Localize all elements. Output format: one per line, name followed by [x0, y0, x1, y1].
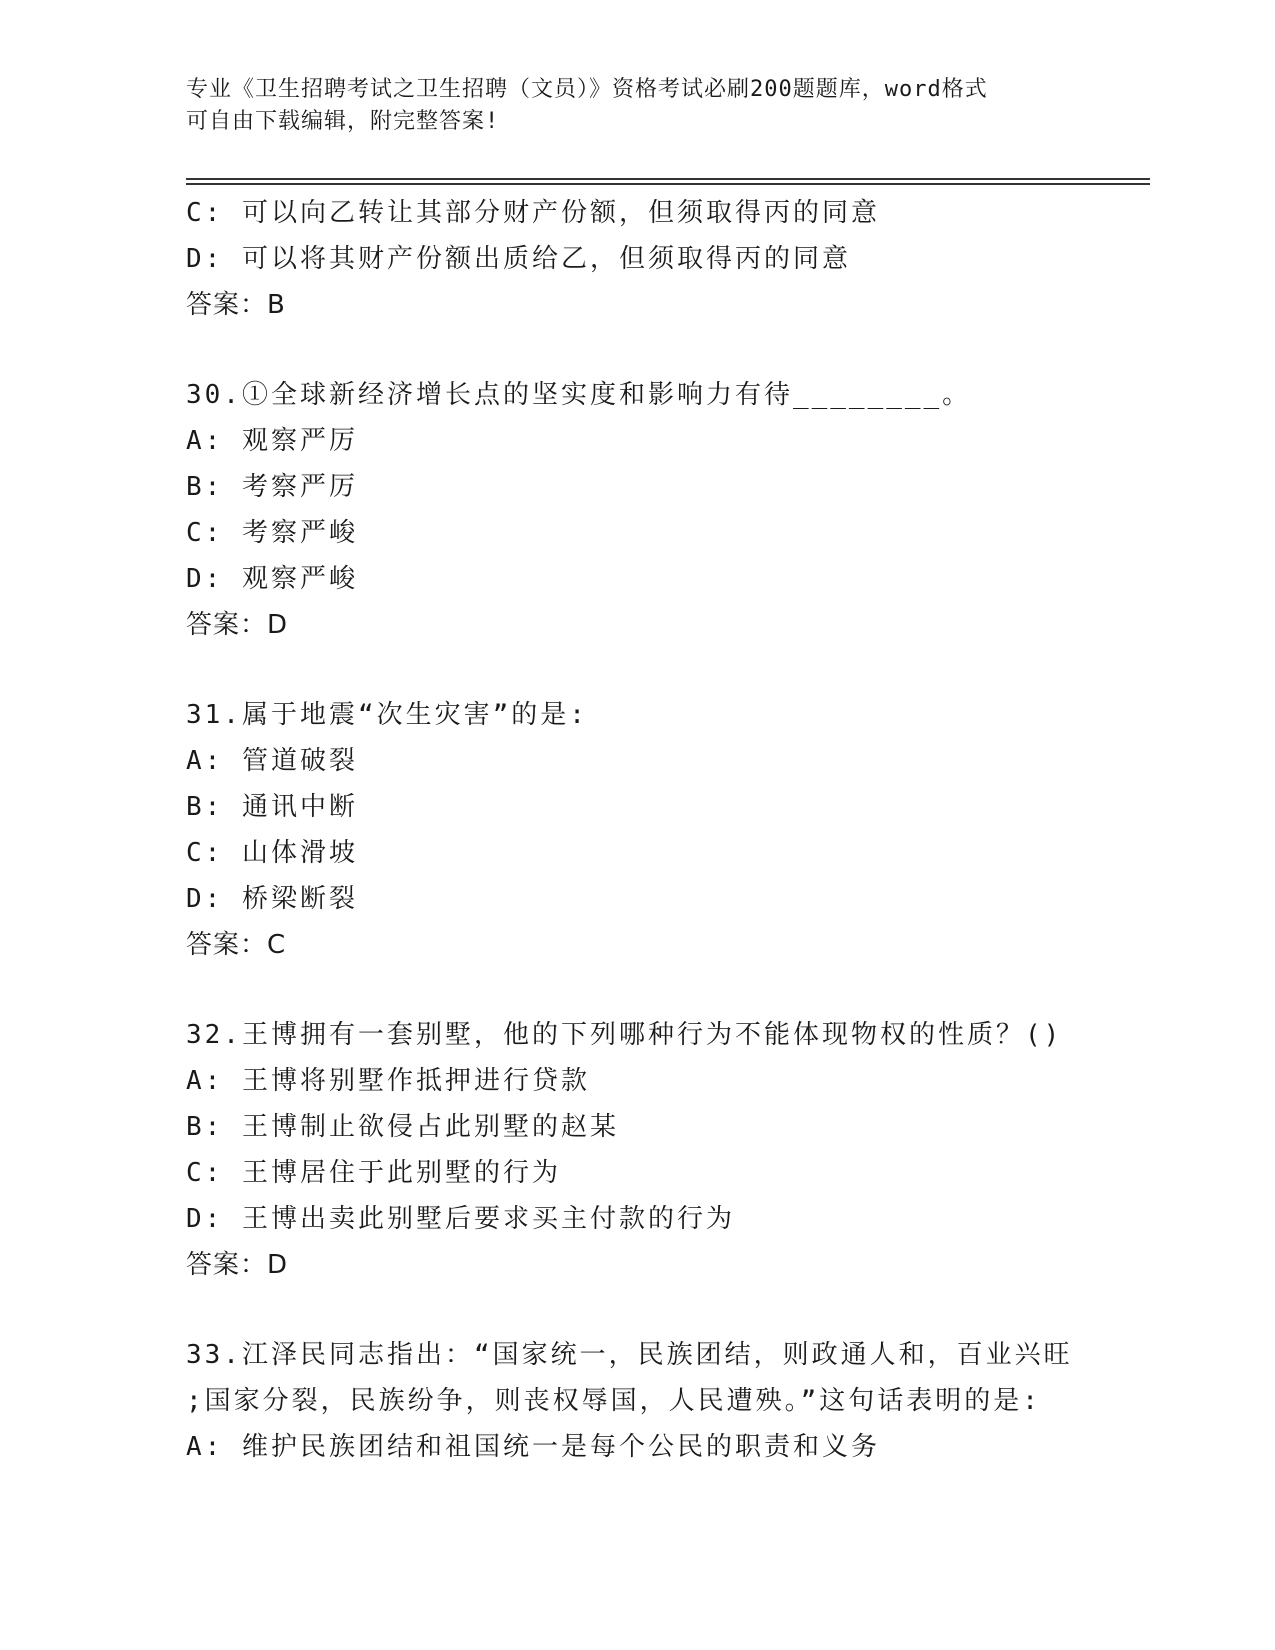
answer-line: 答案：D: [186, 1250, 289, 1280]
question-33: [186, 1332, 1150, 1470]
header-line-2: 可自由下载编辑，附完整答案!: [186, 109, 500, 134]
document-header: [186, 74, 1086, 138]
answer-line: 答案：B: [186, 290, 286, 320]
header-rule-top: [186, 178, 1150, 180]
option-d: D: 桥梁断裂: [186, 884, 358, 914]
header-rule-bottom: [186, 183, 1150, 185]
question-30: [186, 372, 1150, 648]
option-c: C: 山体滑坡: [186, 838, 358, 868]
question-stem: 31.属于地震“次生灾害”的是:: [186, 700, 588, 730]
answer-line: 答案：D: [186, 610, 289, 640]
option-c: C: 考察严峻: [186, 518, 358, 548]
question-stem-line-1: 33.江泽民同志指出：“国家统一，民族团结，则政通人和，百业兴旺: [186, 1340, 1073, 1370]
option-d: D: 观察严峻: [186, 564, 358, 594]
option-c: C: 可以向乙转让其部分财产份额，但须取得丙的同意: [186, 198, 880, 228]
question-29-tail: [186, 190, 1150, 328]
option-b: B: 考察严厉: [186, 472, 358, 502]
question-stem: 30.①全球新经济增长点的坚实度和影响力有待________。: [186, 380, 972, 410]
answer-line: 答案：C: [186, 930, 287, 960]
option-a: A: 维护民族团结和祖国统一是每个公民的职责和义务: [186, 1432, 880, 1462]
option-a: A: 王博将别墅作抵押进行贷款: [186, 1066, 590, 1096]
question-stem-line-2: ;国家分裂，民族纷争，则丧权辱国，人民遭殃。”这句话表明的是:: [186, 1386, 1041, 1416]
header-line-1: 专业《卫生招聘考试之卫生招聘（文员）》资格考试必刷200题题库，word格式: [186, 77, 988, 102]
option-d: D: 王博出卖此别墅后要求买主付款的行为: [186, 1204, 735, 1234]
option-a: A: 观察严厉: [186, 426, 358, 456]
option-a: A: 管道破裂: [186, 746, 358, 776]
option-b: B: 王博制止欲侵占此别墅的赵某: [186, 1112, 619, 1142]
option-d: D: 可以将其财产份额出质给乙，但须取得丙的同意: [186, 244, 851, 274]
option-c: C: 王博居住于此别墅的行为: [186, 1158, 561, 1188]
question-stem: 32.王博拥有一套别墅，他的下列哪种行为不能体现物权的性质？(): [186, 1020, 1063, 1050]
question-32: [186, 1012, 1150, 1288]
question-31: [186, 692, 1150, 968]
option-b: B: 通讯中断: [186, 792, 358, 822]
document-body: [186, 190, 1150, 1470]
